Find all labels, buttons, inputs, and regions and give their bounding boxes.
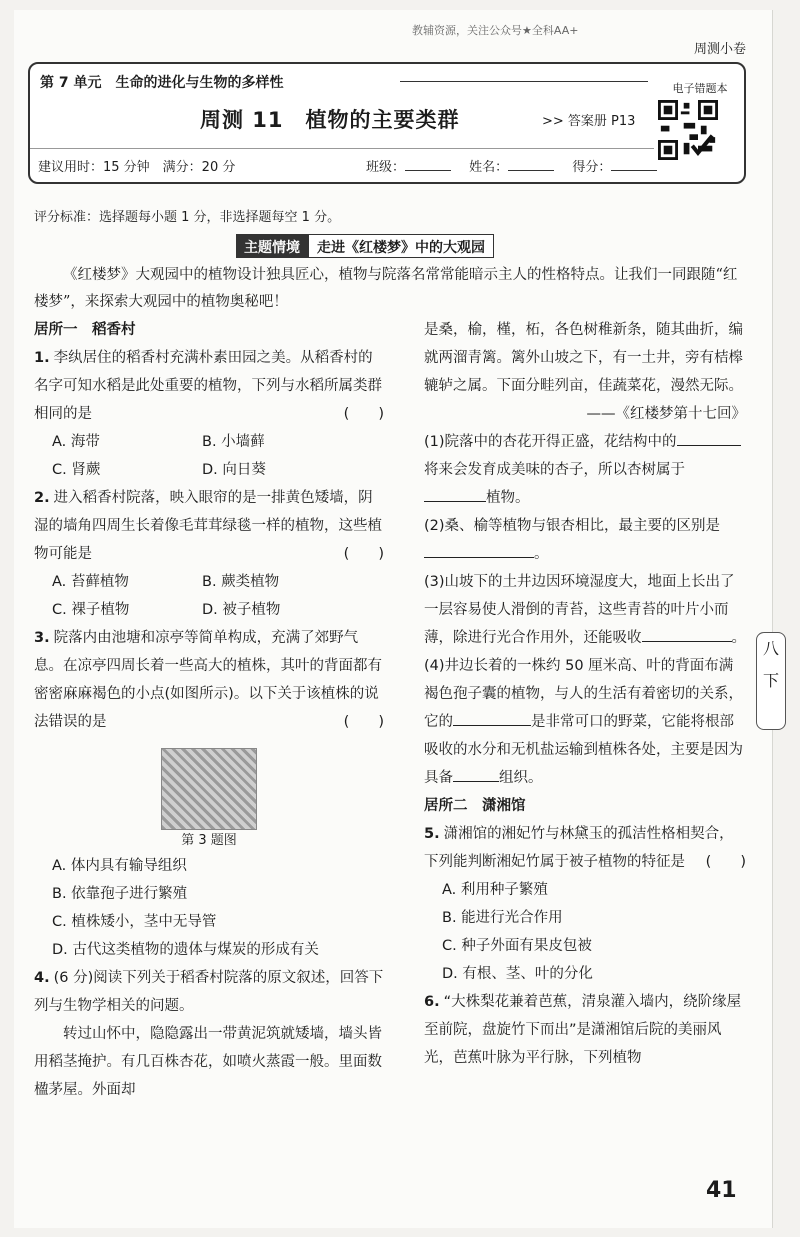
- question-number: 1.: [34, 350, 50, 366]
- grade-tab-char: 下: [762, 671, 779, 690]
- answer-paren[interactable]: ( ): [705, 854, 746, 870]
- question-2: [34, 484, 384, 624]
- question-number: 5.: [424, 826, 440, 842]
- option-a[interactable]: A. 海带: [52, 434, 100, 450]
- question-text: 李纨居住的稻香村充满朴素田园之美。从稻香村的名字可知水稻是此处重要的植物，下列与水稻所属类群相同的是: [34, 350, 382, 422]
- subquestion-text: (2)桑、榆等植物与银杏相比，最主要的区别是: [424, 518, 721, 534]
- option-a[interactable]: A. 利用种子繁殖: [442, 882, 548, 898]
- page-title: 周测 11 植物的主要类群: [200, 108, 460, 132]
- question-text: 潇湘馆的湘妃竹与林黛玉的孤洁性格相契合，下列能判断湘妃竹属于被子植物的特征是: [424, 826, 734, 870]
- header-divider: [30, 148, 654, 149]
- grade-tab-char: 八: [762, 639, 779, 658]
- subquestion-text: (3)山坡下的土井边因环境湿度大，地面上长出了一层容易使人滑倒的青苔，这些青苔的叶片小而薄，除进行光合作用外，还能吸收: [424, 574, 735, 646]
- question-text: (6 分)阅读下列关于稻香村院落的原文叙述，回答下列与生物学相关的问题。: [34, 970, 384, 1014]
- question-number: 2.: [34, 490, 50, 506]
- answer-blank[interactable]: [424, 487, 486, 502]
- question-6: [424, 988, 746, 1072]
- answer-blank[interactable]: [677, 431, 741, 446]
- score-blank[interactable]: [611, 158, 657, 171]
- answer-blank[interactable]: [424, 543, 534, 558]
- question-number: 6.: [424, 994, 440, 1010]
- grading-standard: 评分标准：选择题每小题 1 分，非选择题每空 1 分。: [34, 210, 341, 225]
- passage-continued: 是桑，榆，槿，柘，各色树稚新条，随其曲折，编就两溜青篱。篱外山坡之下，有一土井，旁有桔槔辘轳之属。下面分畦列亩，佳蔬菜花，漫然无际。: [424, 322, 743, 394]
- option-c[interactable]: C. 裸子植物: [52, 602, 130, 618]
- passage-text: 转过山怀中，隐隐露出一带黄泥筑就矮墙，墙头皆用稻茎掩护。有几百株杏花，如喷火蒸霞一般。里面数楹茅屋。外面却: [34, 1026, 382, 1098]
- option-d[interactable]: D. 有根、茎、叶的分化: [442, 966, 593, 982]
- question-4: [34, 964, 384, 1104]
- figure-caption: 第 3 题图: [181, 833, 237, 848]
- grade-side-tab: [756, 632, 786, 730]
- answer-blank[interactable]: [453, 711, 531, 726]
- subquestion-text: 是非常可口的野菜，它能将根部吸收的水分和无机盐运输到植株各处，主要是因为具备: [424, 714, 743, 786]
- unit-divider: [400, 81, 648, 82]
- option-d[interactable]: D. 被子植物: [202, 602, 281, 618]
- subquestion-text: 。: [534, 546, 549, 562]
- right-column: [424, 316, 746, 1072]
- section-heading-2: 居所二 潇湘馆: [424, 798, 526, 814]
- subquestion-text: (4)井边长着的一株约 50 厘米高、叶的背面布满褐色孢子囊的植物，与人的生活有着密切的关系，它的: [424, 658, 743, 730]
- top-label: 周测小卷: [694, 42, 747, 57]
- answer-paren[interactable]: ( ): [343, 714, 384, 730]
- section-heading-1: 居所一 稻香村: [34, 322, 136, 338]
- student-fields: [366, 156, 671, 175]
- unit-title: 第 7 单元 生命的进化与生物的多样性: [40, 75, 284, 91]
- subquestion-text: 植物。: [486, 490, 530, 506]
- score-label: 得分：: [572, 160, 612, 175]
- question-number: 4.: [34, 970, 50, 986]
- answer-blank[interactable]: [642, 627, 732, 642]
- top-note: 教辅资源，关注公众号★全科AA+: [412, 24, 579, 37]
- option-b[interactable]: B. 蕨类植物: [202, 574, 280, 590]
- theme-banner: [236, 234, 494, 258]
- answer-paren[interactable]: ( ): [343, 546, 384, 562]
- answer-paren[interactable]: ( ): [343, 406, 384, 422]
- left-column: [34, 316, 384, 1104]
- subquestion-text: 组织。: [499, 770, 543, 786]
- subquestion-2: [424, 512, 746, 568]
- option-b[interactable]: B. 能进行光合作用: [442, 910, 563, 926]
- question-1: [34, 344, 384, 484]
- qr-section: [658, 80, 742, 178]
- question-text: 院落内由池塘和凉亭等简单构成，充满了郊野气息。在凉亭四周长着一些高大的植株，其叶的背面都有密密麻麻褐色的小点(如图所示)。以下关于该植株的说法错误的是: [34, 630, 382, 730]
- intro-paragraph: 《红楼梦》大观园中的植物设计独具匠心，植物与院落名常常能暗示主人的性格特点。让我们一同跟随“红楼梦”，来探索大观园中的植物奥秘吧！: [34, 267, 738, 310]
- name-blank[interactable]: [508, 158, 554, 171]
- option-b[interactable]: B. 小墙藓: [202, 434, 265, 450]
- subquestion-4: [424, 652, 746, 792]
- answer-blank[interactable]: [453, 767, 499, 782]
- question-number: 3.: [34, 630, 50, 646]
- passage-source: ——《红楼梦第十七回》: [586, 406, 746, 422]
- option-b[interactable]: B. 依靠孢子进行繁殖: [52, 886, 188, 902]
- subquestion-text: (1)院落中的杏花开得正盛，花结构中的: [424, 434, 677, 450]
- qr-code-icon[interactable]: [658, 100, 718, 160]
- option-c[interactable]: C. 种子外面有果皮包被: [442, 938, 592, 954]
- page-number: 41: [706, 1178, 737, 1203]
- time-score: 建议用时：15 分钟 满分：20 分: [38, 160, 236, 175]
- qr-label: 电子错题本: [672, 82, 728, 95]
- class-blank[interactable]: [405, 158, 451, 171]
- theme-tag: 主题情境: [236, 234, 308, 258]
- header-box: [28, 62, 746, 184]
- option-c[interactable]: C. 植株矮小，茎中无导管: [52, 914, 217, 930]
- option-a[interactable]: A. 苔藓植物: [52, 574, 129, 590]
- theme-title: 走进《红楼梦》中的大观园: [308, 234, 494, 258]
- name-label: 姓名：: [469, 160, 509, 175]
- subquestion-text: 将来会发育成美味的杏子，所以杏树属于: [424, 462, 685, 478]
- question-text: “大株梨花兼着芭蕉，清泉灌入墙内，绕阶缘屋至前院，盘旋竹下而出”是潇湘馆后院的美丽风光，芭蕉叶脉为平行脉，下列植物: [424, 994, 742, 1066]
- question-5: [424, 820, 746, 988]
- fern-leaf-image: [161, 748, 257, 830]
- question-text: 进入稻香村院落，映入眼帘的是一排黄色矮墙，阴湿的墙角四周生长着像毛茸茸绿毯一样的植物，这些植物可能是: [34, 490, 382, 562]
- option-d[interactable]: D. 向日葵: [202, 462, 266, 478]
- question-3: [34, 624, 384, 964]
- answer-reference: >> 答案册 P13: [542, 114, 636, 129]
- subquestion-text: 。: [731, 630, 746, 646]
- option-a[interactable]: A. 体内具有输导组织: [52, 858, 187, 874]
- subquestion-3: [424, 568, 746, 652]
- class-label: 班级：: [366, 160, 406, 175]
- option-c[interactable]: C. 肾蕨: [52, 462, 101, 478]
- option-d[interactable]: D. 古代这类植物的遗体与煤炭的形成有关: [52, 942, 319, 958]
- subquestion-1: [424, 428, 746, 512]
